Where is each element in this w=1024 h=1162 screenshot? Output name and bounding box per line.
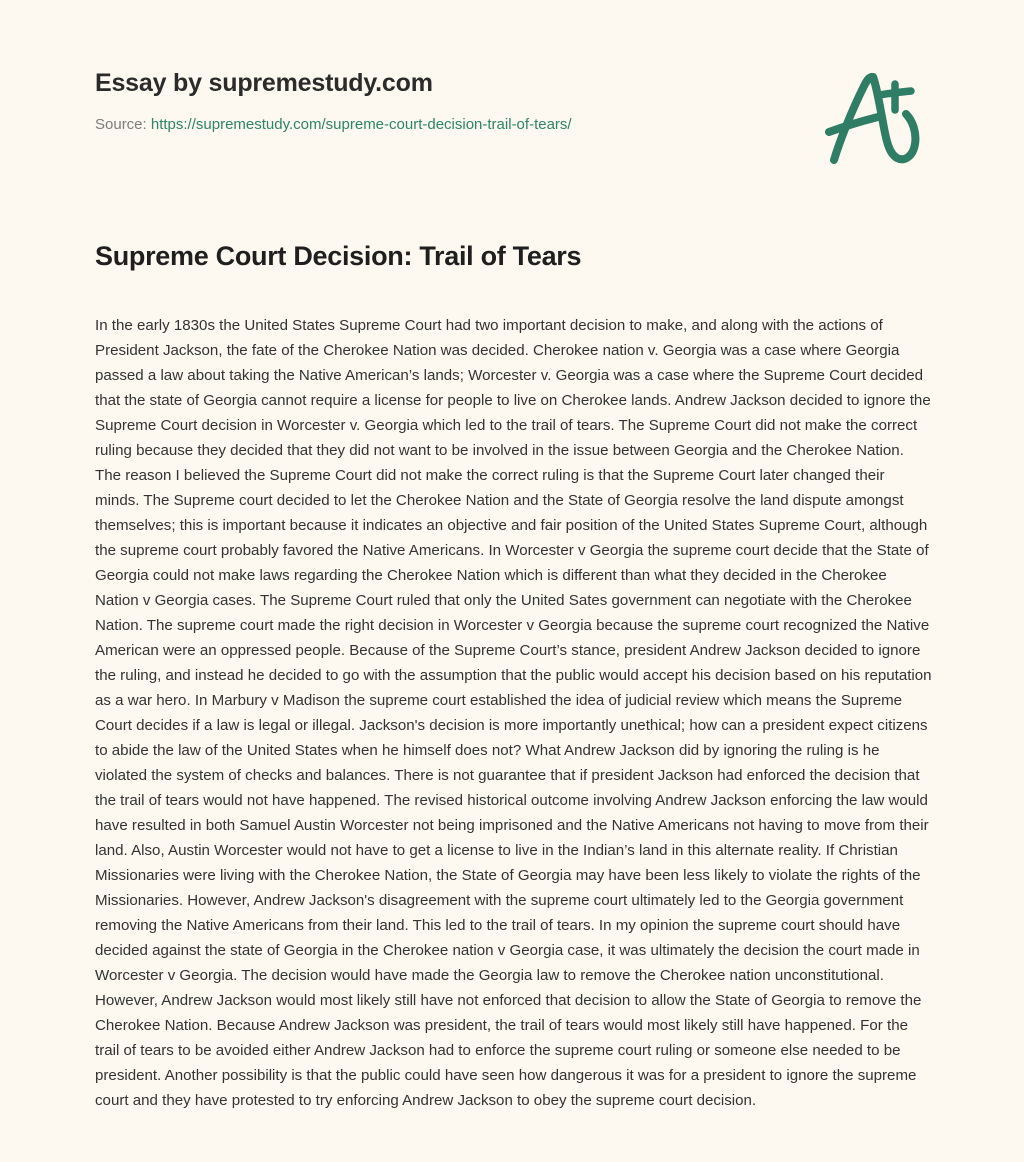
a-plus-logo-glyph xyxy=(812,62,928,174)
article xyxy=(95,240,933,1113)
header-text-block xyxy=(95,68,795,135)
page-header xyxy=(0,0,1024,200)
page-title: Supreme Court Decision: Trail of Tears xyxy=(95,241,582,271)
source-line xyxy=(95,115,795,135)
article-body-text: In the early 1830s the United States Supreme Court had two important decision to make, and along with the actions of President Jackson, the fate of the Cherokee Nation was decided. Cherokee nation v. Georgia was a case where Georgia passed a law about taking the Native American’s lands; Worcester v. Georgia was a case where the Supreme Court decided that the state of Georgia cannot require a license for people to live on Cherokee lands. Andrew Jackson decided to ignore the Supreme Court decision in Worcester v. Georgia which led to the trail of tears. The Supreme Court did not make the correct ruling because they decided that they did not want to be involved in the issue between Georgia and the Cherokee Nation. The reason I believed the Supreme Court did not make the correct ruling is that the Supreme Court later changed their minds. The Supreme court decided to let the Cherokee Nation and the State of Georgia resolve the land dispute amongst themselves; this is important because it indicates an objective and fair position of the United States Supreme Court, although the supreme court probably favored the Native Americans. In Worcester v Georgia the supreme court decide that the State of Georgia could not make laws regarding the Cherokee Nation which is different than what they decided in the Cherokee Nation v Georgia cases. The Supreme Court ruled that only the United Sates government can negotiate with the Cherokee Nation. The supreme court made the right decision in Worcester v Georgia because the supreme court recognized the Native American were an oppressed people. Because of the Supreme Court’s stance, president Andrew Jackson decided to ignore the ruling, and instead he decided to go with the assumption that the public would accept his decision based on his reputation as a war hero. In Marbury v Madison the supreme court established the idea of judicial review which means the Supreme Court decides if a law is legal or illegal. Jackson's decision is more importantly unethical; how can a president expect citizens to abide the law of the United States when he himself does not? What Andrew Jackson did by ignoring the ruling is he violated the system of checks and balances. There is not guarantee that if president Jackson had enforced the decision that the trail of tears would not have happened. The revised historical outcome involving Andrew Jackson enforcing the law would have resulted in both Samuel Austin Worcester not being imprisoned and the Native Americans not having to move from their land. Also, Austin Worcester would not have to get a license to live in the Indian’s land in this alternate reality. If Christian Missionaries were living with the Cherokee Nation, the State of Georgia may have been less likely to violate the rights of the Missionaries. However, Andrew Jackson's disagreement with the supreme court ultimately led to the Georgia government removing the Native Americans from their land. This led to the trail of tears. In my opinion the supreme court should have decided against the state of Georgia in the Cherokee nation v Georgia case, it was ultimately the decision the court made in Worcester v Georgia. The decision would have made the Georgia law to remove the Cherokee nation unconstitutional. However, Andrew Jackson would most likely still have not enforced that decision to allow the State of Georgia to remove the Cherokee Nation. Because Andrew Jackson was president, the trail of tears would most likely still have happened. For the trail of tears to be avoided either Andrew Jackson had to enforce the supreme court ruling or someone else needed to be president. Another possibility is that the public could have seen how dangerous it was for a president to ignore the supreme court and they have protested to try enforcing Andrew Jackson to obey the supreme court decision. xyxy=(95,316,932,1109)
source-url-link[interactable]: https://supremestudy.com/supreme-court-decision-trail-of-tears/ xyxy=(150,116,572,134)
a-plus-logo-icon[interactable] xyxy=(812,62,928,174)
source-label: Source: xyxy=(95,116,147,134)
essay-byline: Essay by supremestudy.com xyxy=(95,69,433,97)
